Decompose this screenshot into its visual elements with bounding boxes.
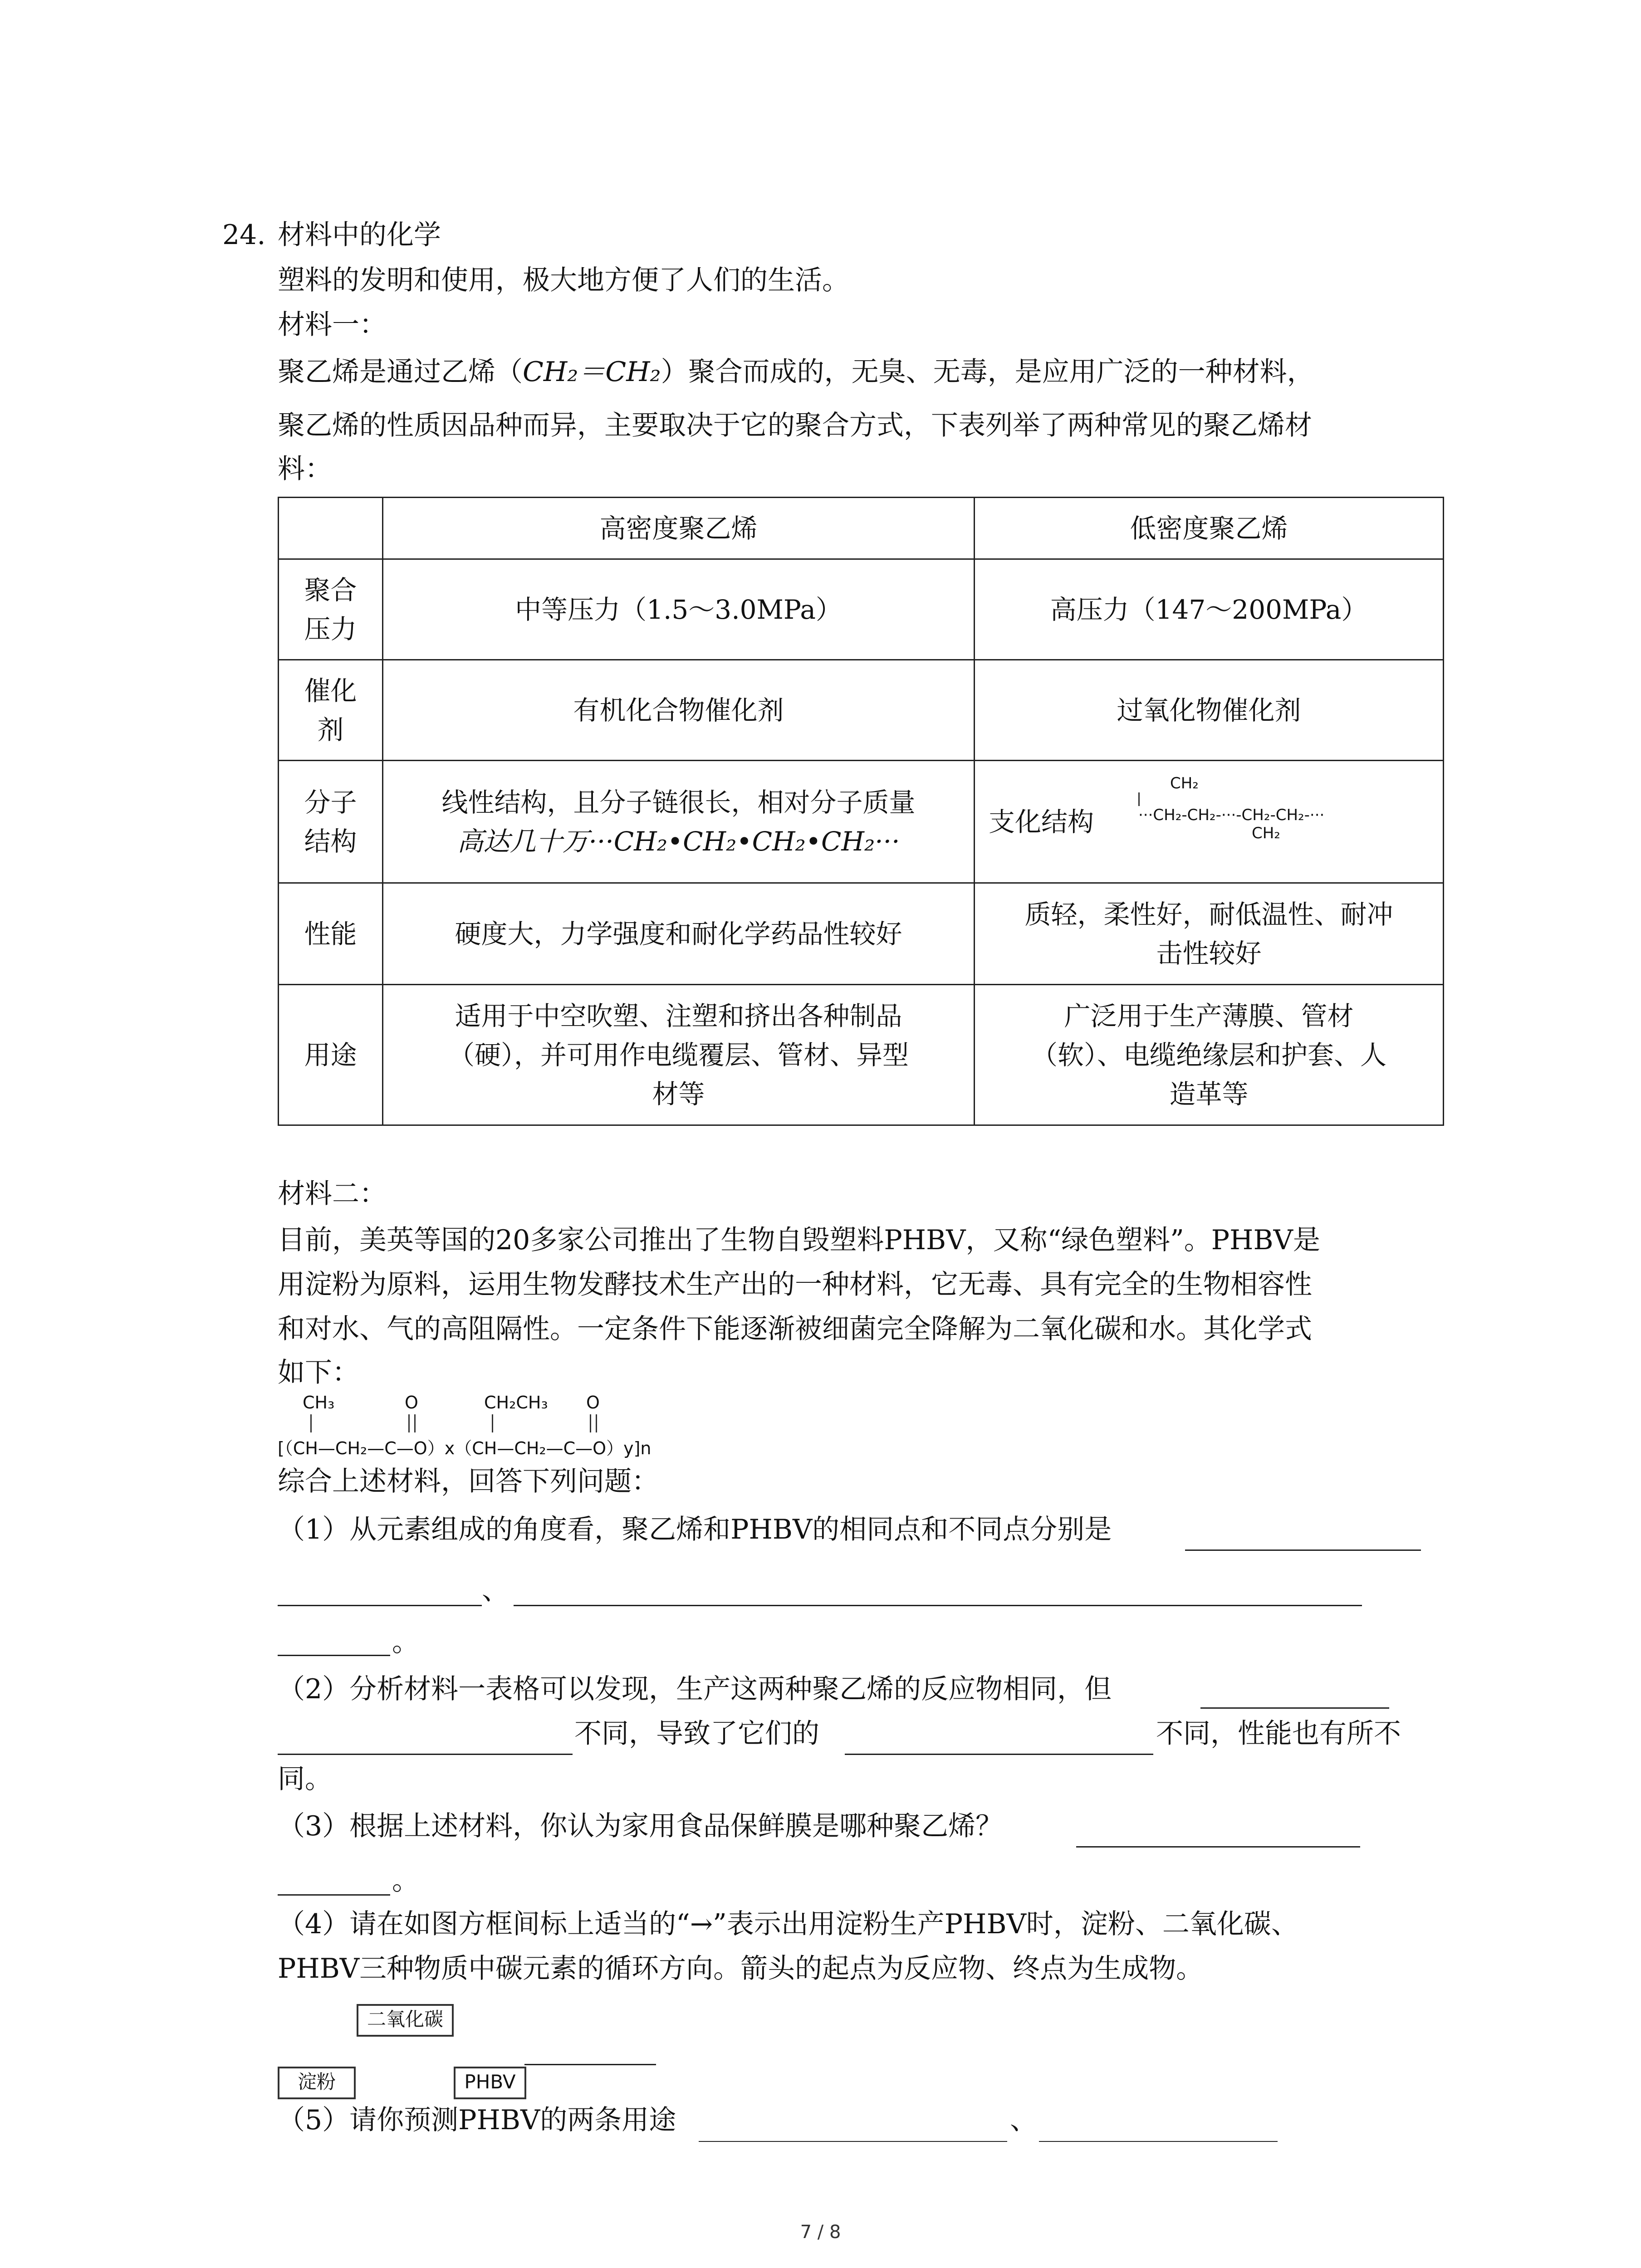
ldpe-cell: 质轻，柔性好，耐低温性、耐冲 击性较好: [975, 883, 1444, 985]
row-label: 用途: [279, 985, 383, 1125]
q2-text: （2）分析材料一表格可以发现，生产这两种聚乙烯的反应物相同，但: [278, 1673, 1112, 1705]
answer-blank[interactable]: [278, 1894, 390, 1896]
material2-line: 和对水、气的高阻隔性。一定条件下能逐渐被细菌完全降解为二氧化碳和水。其化学式: [278, 1313, 1312, 1345]
m1-line1-post: ）聚合而成的，无臭、无毒，是应用广泛的一种材料，: [661, 356, 1314, 388]
question-title: 材料中的化学: [278, 219, 441, 251]
ldpe-cell: 过氧化物催化剂: [975, 660, 1444, 761]
q2-mid1: 不同，导致了它们的: [574, 1718, 819, 1750]
polyethylene-table: [278, 497, 1444, 1126]
summary-text: 综合上述材料，回答下列问题：: [278, 1466, 659, 1497]
table-row: [279, 985, 1444, 1125]
phbv-formula: CH₃ O CH₂CH₃ O [（CH—CH₂—C—O）x（CH—CH₂—C—O）y]n: [278, 1393, 652, 1458]
ldpe-cell: 高压力（147～200MPa）: [975, 559, 1444, 660]
material1-line2: 聚乙烯的性质因品种而异，主要取决于它的聚合方式，下表列举了两种常见的聚乙烯材: [278, 410, 1312, 441]
row-label: 分子 结构: [279, 761, 383, 883]
hdpe-cell: 中等压力（1.5～3.0MPa）: [383, 559, 975, 660]
material1-line3: 料：: [278, 453, 332, 485]
answer-blank[interactable]: [1185, 1549, 1421, 1551]
answer-blank[interactable]: [1039, 2141, 1278, 2142]
material1-line1: [278, 356, 1314, 388]
material1-label: 材料一：: [278, 309, 387, 341]
row-label: 性能: [279, 883, 383, 985]
hdpe-cell: 适用于中空吹塑、注塑和挤出各种制品 （硬），并可用作电缆覆层、管材、异型 材等: [383, 985, 975, 1125]
starch-box[interactable]: 淀粉: [278, 2067, 356, 2099]
branch-structure-diagram: CH₂ ···CH₂-CH₂-···-CH₂-CH₂-··· CH₂: [1138, 774, 1325, 842]
phbv-box[interactable]: PHBV: [454, 2067, 526, 2099]
answer-blank[interactable]: [845, 1754, 1153, 1755]
q2-end: 同。: [278, 1763, 332, 1795]
q5-text: （5）请你预测PHBV的两条用途: [278, 2104, 676, 2136]
ethylene-formula: CH₂＝CH₂: [523, 356, 661, 388]
diagram-line: [524, 2064, 656, 2065]
table-header-row: [279, 498, 1444, 559]
table-header-hdpe: 高密度聚乙烯: [383, 498, 975, 559]
q1-separator: 、: [482, 1574, 509, 1606]
table-row: [279, 761, 1444, 883]
q3-text: （3）根据上述材料，你认为家用食品保鲜膜是哪种聚乙烯？: [278, 1810, 1003, 1842]
m1-line1-pre: 聚乙烯是通过乙烯（: [278, 356, 523, 388]
answer-blank[interactable]: [1200, 1707, 1389, 1709]
answer-blank[interactable]: [1076, 1846, 1360, 1848]
q2-mid2: 不同，性能也有所不: [1156, 1718, 1401, 1750]
hdpe-cell: 硬度大，力学强度和耐化学药品性较好: [383, 883, 975, 985]
q4-line1: （4）请在如图方框间标上适当的“→”表示出用淀粉生产PHBV时，淀粉、二氧化碳、: [278, 1908, 1298, 1940]
hdpe-cell: 线性结构，且分子链很长，相对分子质量 高达几十万···CH₂•CH₂•CH₂•CH₂···: [383, 761, 975, 883]
q4-line2: PHBV三种物质中碳元素的循环方向。箭头的起点为反应物、终点为生成物。: [278, 1953, 1204, 1984]
answer-blank[interactable]: [278, 1655, 390, 1656]
answer-blank[interactable]: [514, 1605, 1362, 1606]
table-header-ldpe: 低密度聚乙烯: [975, 498, 1444, 559]
q1-end: 。: [392, 1626, 419, 1658]
answer-blank[interactable]: [278, 1754, 573, 1755]
question-number: 24.: [222, 219, 266, 251]
material2-line: 用淀粉为原料，运用生物发酵技术生产出的一种材料，它无毒、具有完全的生物相容性: [278, 1269, 1312, 1300]
table-header-empty: [279, 498, 383, 559]
intro-text: 塑料的发明和使用，极大地方便了人们的生活。: [278, 264, 849, 296]
row-label: 催化 剂: [279, 660, 383, 761]
material2-label: 材料二：: [278, 1178, 387, 1210]
table-row: [279, 559, 1444, 660]
row-label: 聚合 压力: [279, 559, 383, 660]
branch-structure-label: 支化结构: [989, 806, 1094, 837]
q1-text: （1）从元素组成的角度看，聚乙烯和PHBV的相同点和不同点分别是: [278, 1514, 1112, 1545]
answer-blank[interactable]: [278, 1605, 482, 1606]
material2-line: 目前，美英等国的20多家公司推出了生物自毁塑料PHBV，又称“绿色塑料”。PHBV是: [278, 1224, 1320, 1256]
ldpe-cell: 广泛用于生产薄膜、管材 （软）、电缆绝缘层和护套、人 造革等: [975, 985, 1444, 1125]
co2-box[interactable]: 二氧化碳: [357, 2004, 454, 2037]
material2-line: 如下：: [278, 1357, 359, 1388]
table-row: [279, 883, 1444, 985]
ldpe-cell: [975, 761, 1444, 883]
q3-end: 。: [392, 1865, 419, 1897]
answer-blank[interactable]: [699, 2141, 1007, 2142]
q5-separator: 、: [1010, 2104, 1037, 2136]
page-number: 7 / 8: [800, 2222, 841, 2243]
hdpe-cell: 有机化合物催化剂: [383, 660, 975, 761]
table-row: [279, 660, 1444, 761]
